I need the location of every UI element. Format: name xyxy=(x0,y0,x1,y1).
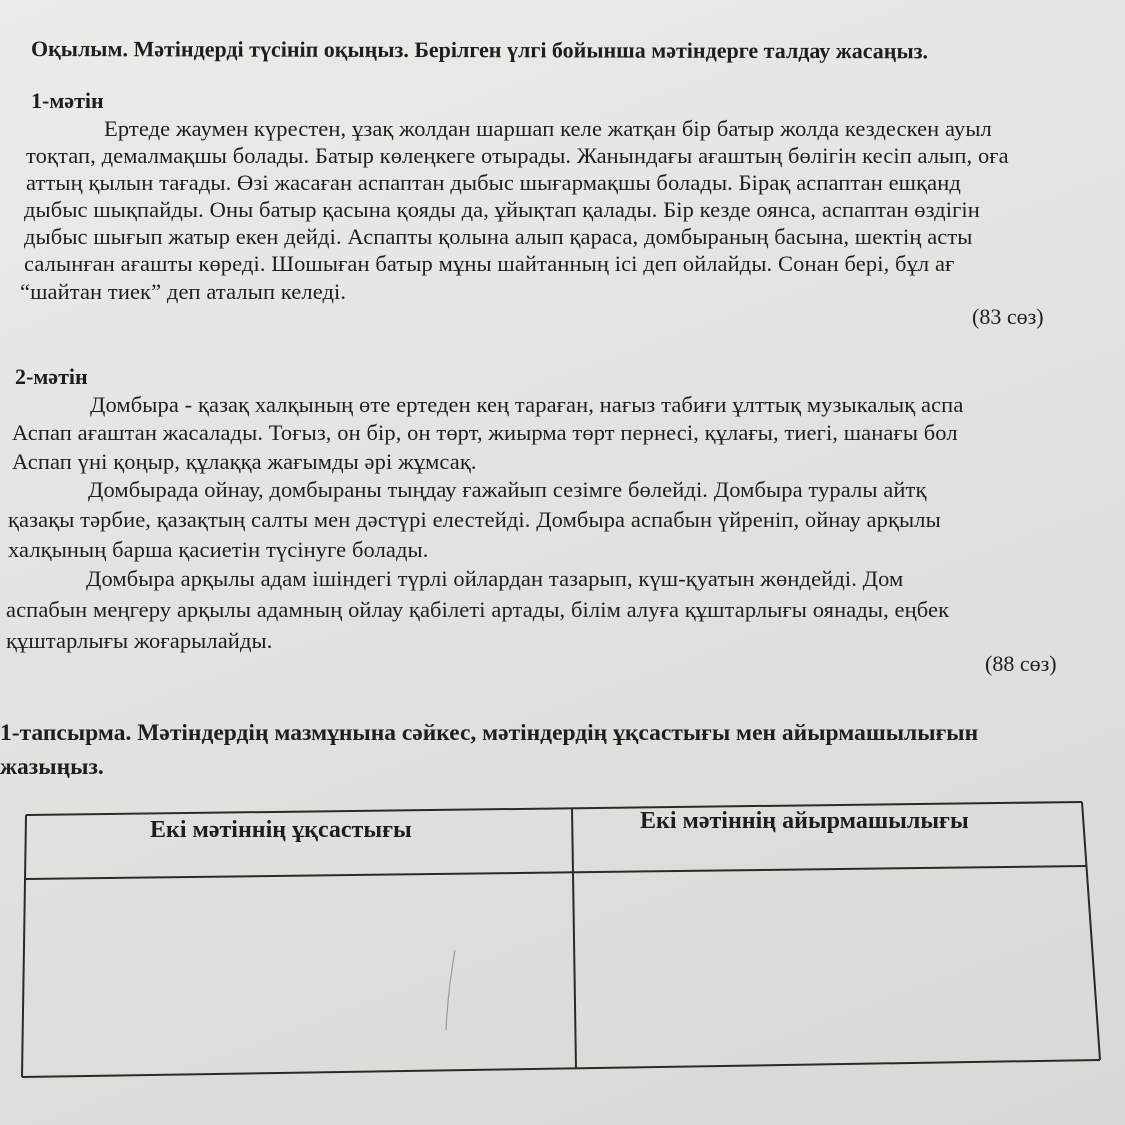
text2-line: Домбыра - қазақ халқының өте ертеден кең тараған, нағыз табиғи ұлттық музыкалық аспа xyxy=(90,392,964,417)
page-title: Оқылым. Мәтіндерді түсініп оқыңыз. Берілген үлгі бойынша мәтіндерге талдау жасаңыз. xyxy=(30,36,929,64)
table-header-similarity: Екі мәтіннің ұқсастығы xyxy=(150,817,412,843)
text2-heading: 2-мәтін xyxy=(15,364,88,389)
table-header-difference: Екі мәтіннің айырмашылығы xyxy=(640,808,969,834)
text2-line: Аспап ағаштан жасалады. Тоғыз, он бір, он төрт, жиырма төрт пернесі, құлағы, тиегі, шанағы бол xyxy=(12,420,958,445)
text2-line: Аспап үні қоңыр, құлаққа жағымды әрі жұмсақ. xyxy=(12,449,477,474)
text1-heading: 1-мәтін xyxy=(31,88,104,113)
task-instruction: 1-тапсырма. Мәтіндердің мазмұнына сәйкес, мәтіндердің ұқсастығы мен айырмашылығын xyxy=(0,720,979,746)
table-left-border xyxy=(22,815,26,1077)
text1-line: салынған ағашты көреді. Шошыған батыр мұны шайтанның ісі деп ойлайды. Сонан бері, бұл ағ xyxy=(24,251,955,276)
text1-line: аттың қылын тағады. Өзі жасаған аспаптан дыбыс шығармақшы болады. Бірақ аспаптан ешқанд xyxy=(26,170,961,195)
text2-line: халқының барша қасиетін түсінуге болады. xyxy=(8,537,429,562)
task-instruction-continued: жазыңыз. xyxy=(0,754,104,780)
text1-line: Ертеде жаумен күрестен, ұзақ жолдан шаршап келе жатқан бір батыр жолда кездескен ауыл xyxy=(104,116,992,141)
text2-word-count: (88 сөз) xyxy=(985,651,1057,676)
text1-word-count: (83 сөз) xyxy=(972,304,1044,329)
text2-line: Домбыра арқылы адам ішіндегі түрлі ойлардан тазарып, күш-қуатын жөндейді. Дом xyxy=(86,566,904,591)
text1-line: тоқтап, демалмақшы болады. Батыр көлеңкеге отырады. Жанындағы ағаштың бөлігін кесіп алып, оға xyxy=(26,143,1009,168)
text2-line: қазақы тәрбие, қазақтың салты мен дәстүрі елестейді. Домбыра аспабын үйреніп, ойнау арқылы xyxy=(8,507,941,532)
text2-line: құштарлығы жоғарылайды. xyxy=(6,628,273,653)
answer-cell-similarity[interactable] xyxy=(30,884,568,1070)
text2-line: аспабын меңгеру арқылы адамның ойлау қабілеті артады, білім алуға құштарлығы оянады, еңбек xyxy=(6,597,950,622)
text1-line: “шайтан тиек” деп аталып келеді. xyxy=(20,279,347,304)
text1-line: дыбыс шықпайды. Оны батыр қасына қояды да, ұйықтап қалады. Бір кезде оянса, аспаптан өздігін xyxy=(24,197,980,222)
text1-line: дыбыс шығып жатыр екен дейді. Аспапты қолына алып қараса, домбыраның басына, шектің асты xyxy=(24,224,973,249)
answer-cell-difference[interactable] xyxy=(580,872,1090,1058)
text2-line: Домбырада ойнау, домбыраны тыңдау ғажайып сезімге бөлейді. Домбыра туралы айтқ xyxy=(88,477,927,502)
table-column-divider xyxy=(572,808,576,1069)
